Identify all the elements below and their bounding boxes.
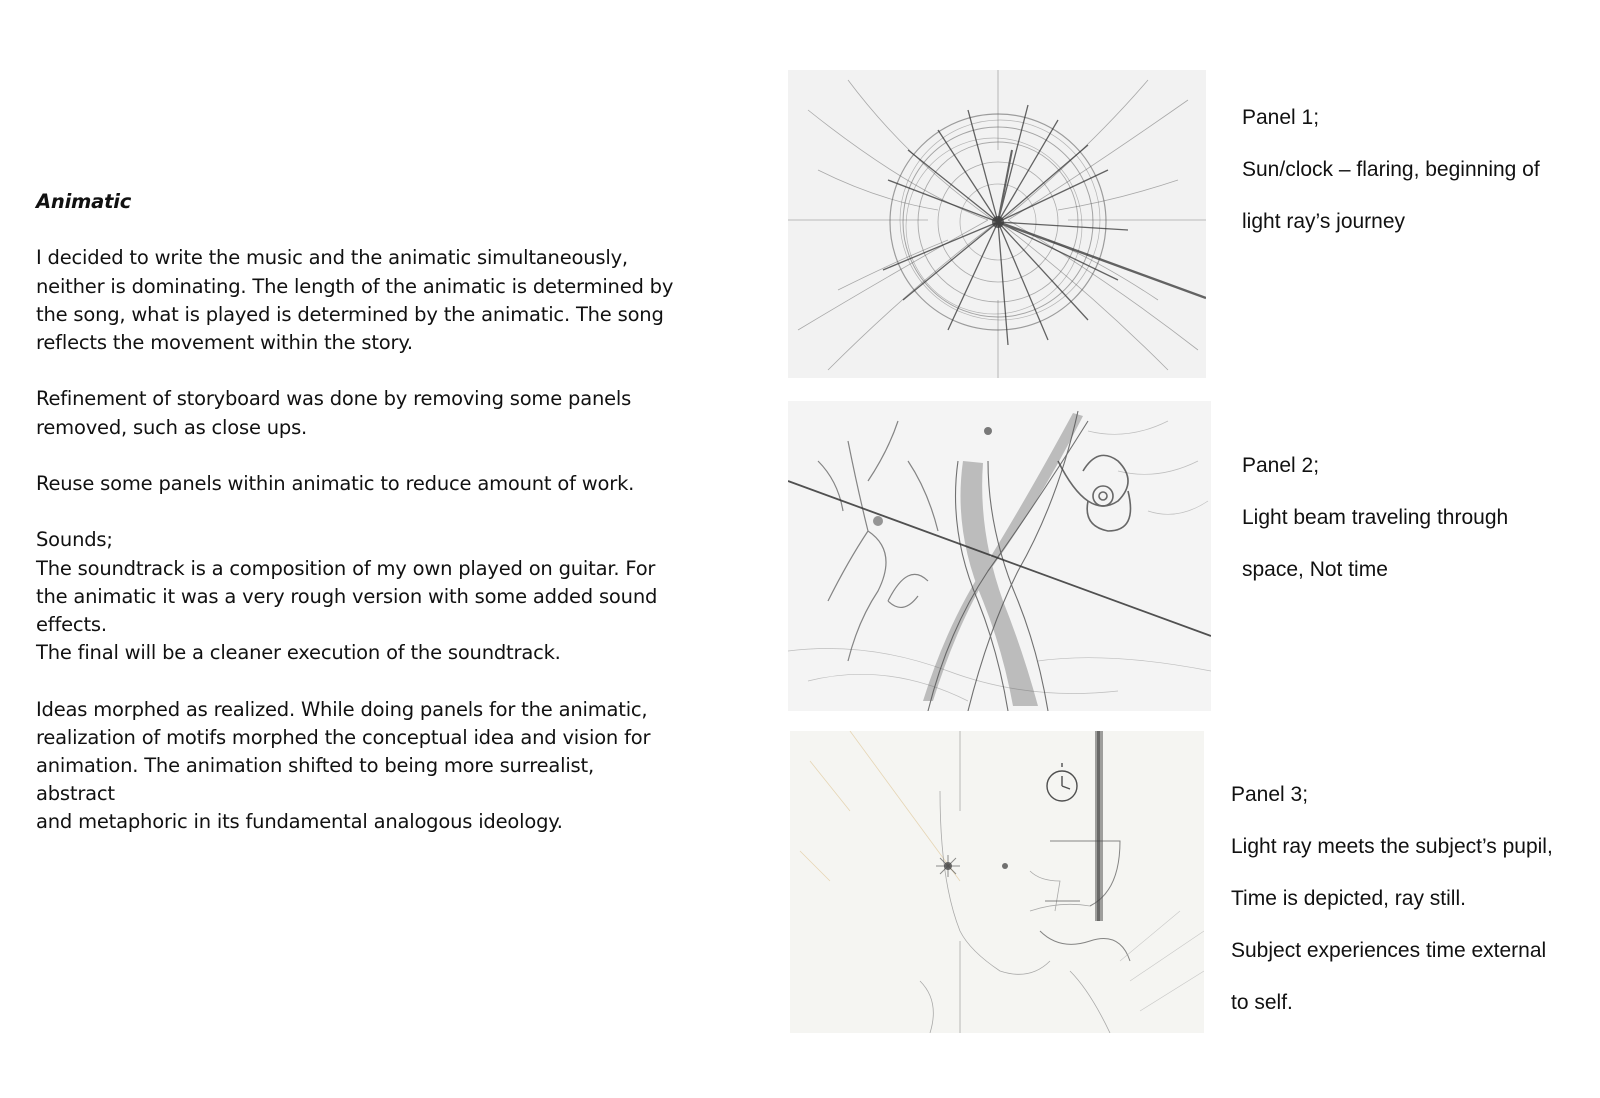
- paragraph-sounds: Sounds; The soundtrack is a composition of my own played on guitar. For the animatic it was a very rough version with some added sound effects. The final will be a cleaner execution of the soundtrack.: [36, 528, 658, 665]
- panel-2-sketch: [788, 401, 1211, 711]
- panel-1-line-2: light ray’s journey: [1242, 210, 1406, 233]
- face-pupil-clock-sketch-image: [790, 731, 1204, 1033]
- sun-clock-sketch-image: [788, 70, 1206, 378]
- description-text: [36, 188, 676, 865]
- panel-2-caption: [1242, 440, 1508, 596]
- paragraph-music: I decided to write the music and the animatic simultaneously, neither is dominating. The length of the animatic is determined by the song, what is played is determined by the animatic. The song reflects the movement within the story.: [36, 246, 674, 354]
- panel-1-caption: [1242, 92, 1540, 248]
- panel-1-sketch: [788, 70, 1206, 378]
- light-beam-space-sketch-image: [788, 401, 1211, 711]
- panel-2-title: Panel 2;: [1242, 454, 1320, 477]
- panel-2-line-2: space, Not time: [1242, 558, 1388, 581]
- panel-1-line-1: Sun/clock – flaring, beginning of: [1242, 158, 1540, 181]
- panel-3-line-4: to self.: [1231, 991, 1293, 1014]
- paragraph-refinement: Refinement of storyboard was done by removing some panels removed, such as close ups.: [36, 387, 632, 439]
- panel-1-title: Panel 1;: [1242, 106, 1320, 129]
- panel-3-line-1: Light ray meets the subject’s pupil,: [1231, 835, 1553, 858]
- panel-3-line-2: Time is depicted, ray still.: [1231, 887, 1466, 910]
- paragraph-reuse: Reuse some panels within animatic to reduce amount of work.: [36, 471, 635, 495]
- paragraph-ideas: Ideas morphed as realized. While doing panels for the animatic, realization of motifs morphed the conceptual idea and vision for animation. The animation shifted to being more surrealist, abstract and metaphoric in its fundamental analogous ideology.: [36, 697, 651, 834]
- panel-3-sketch: [790, 731, 1204, 1033]
- panel-3-line-3: Subject experiences time external: [1231, 939, 1547, 962]
- panel-3-caption: [1231, 769, 1553, 1029]
- section-heading: Animatic: [36, 190, 132, 213]
- panel-3-title: Panel 3;: [1231, 783, 1309, 806]
- panel-2-line-1: Light beam traveling through: [1242, 506, 1509, 529]
